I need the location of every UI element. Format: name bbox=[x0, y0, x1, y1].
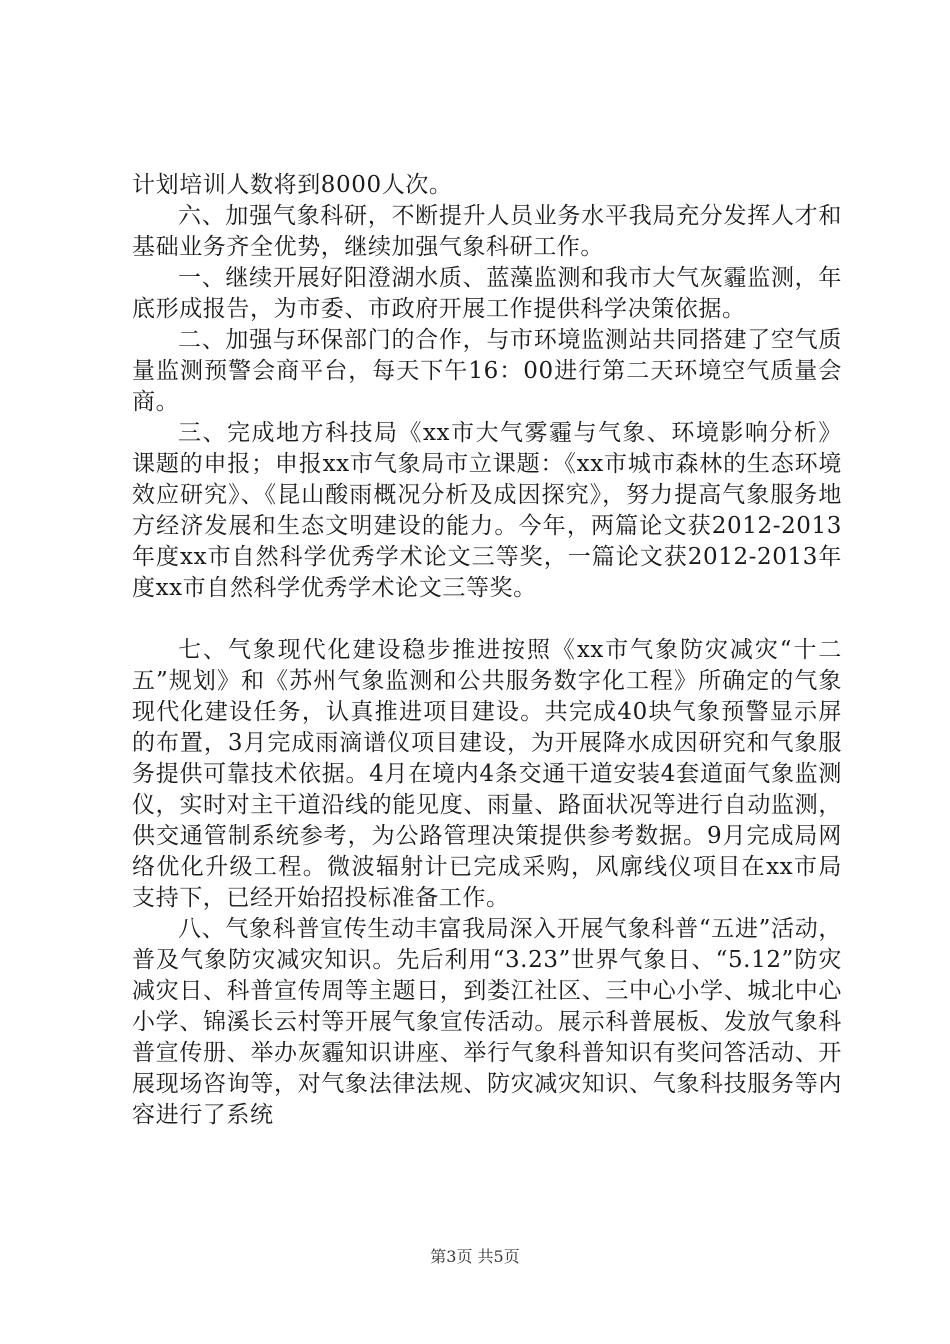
paragraph-item-two: 二、加强与环保部门的合作，与市环境监测站共同搭建了空气质量监测预警会商平台，每天下午16：00进行第二天环境空气质量会商。 bbox=[132, 327, 842, 415]
paragraph-item-one: 一、继续开展好阳澄湖水质、蓝藻监测和我市大气灰霾监测，年底形成报告，为市委、市政府开展工作提供科学决策依据。 bbox=[132, 265, 842, 322]
page-number-footer: 第3页 共5页 bbox=[430, 1247, 520, 1266]
paragraph-item-three: 三、完成地方科技局《xx市大气雾霾与气象、环境影响分析》课题的申报；申报xx市气象局市立课题：《xx市城市森林的生态环境效应研究》、《昆山酸雨概况分析及成因探究》，努力提高气象服务地方经济发展和生态文明建设的能力。今年，两篇论文获2012-2013年度xx市自然科学优秀学术论文三等奖，一篇论文获2012-2013年度xx市自然科学优秀学术论文三等奖。 bbox=[132, 420, 842, 601]
paragraph-section-eight: 八、气象科普宣传生动丰富我局深入开展气象科普“五进”活动，普及气象防灾减灾知识。先后利用“3.23”世界气象日、“5.12”防灾减灾日、科普宣传周等主题日，到娄江社区、三中心小学、城北中心小学、锦溪长云村等开展气象宣传活动。展示科普展板、发放气象科普宣传册、举办灰霾知识讲座、举行气象科普知识有奖问答活动、开展现场咨询等，对气象法律法规、防灾减灾知识、气象科技服务等内容进行了系统 bbox=[132, 916, 842, 1128]
paragraph-training-count: 计划培训人数将到8000人次。 bbox=[132, 172, 453, 198]
document-body bbox=[132, 170, 842, 1131]
paragraph-section-six: 六、加强气象科研，不断提升人员业务水平我局充分发挥人才和基础业务齐全优势，继续加强气象科研工作。 bbox=[132, 203, 842, 260]
paragraph-section-seven: 七、气象现代化建设稳步推进按照《xx市气象防灾减灾“十二五”规划》和《苏州气象监测和公共服务数字化工程》所确定的气象现代化建设任务，认真推进项目建设。共完成40块气象预警显示屏的布置，3月完成雨滴谱仪项目建设，为开展降水成因研究和气象服务提供可靠技术依据。4月在境内4条交通干道安装4套道面气象监测仪，实时对主干道沿线的能见度、雨量、路面状况等进行自动监测，供交通管制系统参考，为公路管理决策提供参考数据。9月完成局网络优化升级工程。微波辐射计已完成采购，风廓线仪项目在xx市局支持下，已经开始招投标准备工作。 bbox=[132, 637, 842, 911]
